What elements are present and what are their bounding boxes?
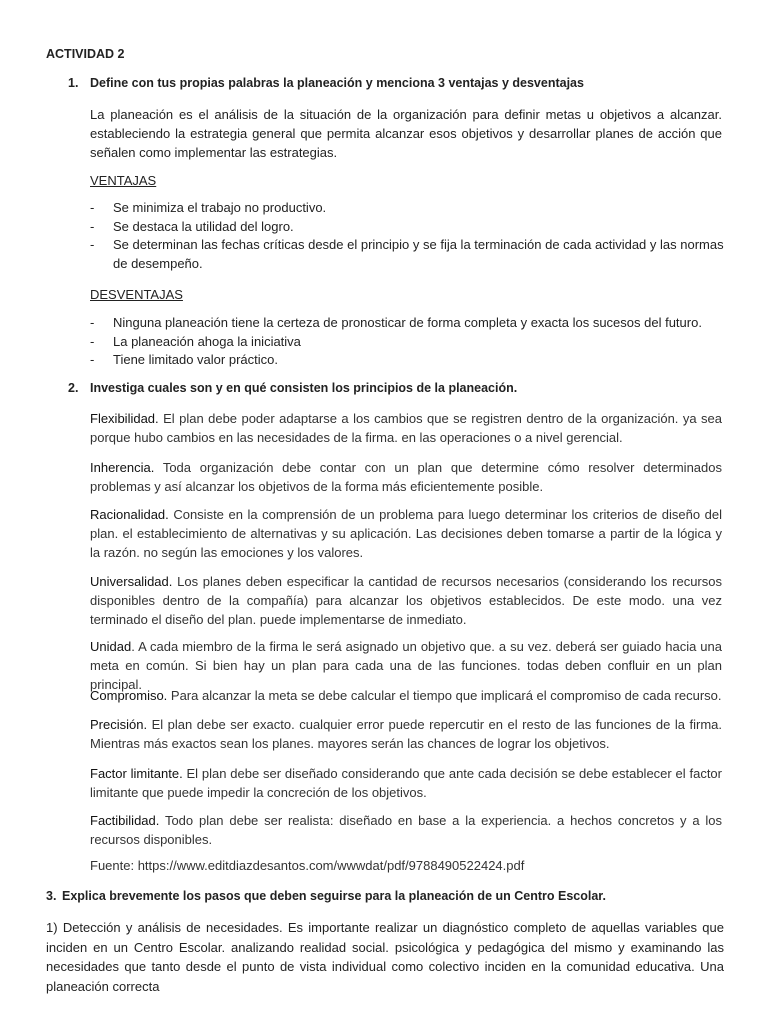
principle-body: Para alcanzar la meta se debe calcular el tiempo que implicará el compromiso de cada recurso. <box>167 688 722 703</box>
desventajas-list <box>90 314 726 370</box>
principle-precision <box>90 715 722 753</box>
question-1-number: 1. <box>68 76 79 90</box>
principle-flexibilidad <box>90 409 722 447</box>
list-item: - Se destaca la utilidad del logro. <box>90 218 294 234</box>
principle-factor-limitante <box>90 764 722 802</box>
document-title: ACTIVIDAD 2 <box>46 47 125 61</box>
ventajas-list <box>90 199 726 273</box>
question-3-number: 3. <box>46 889 57 903</box>
list-item: - Tiene limitado valor práctico. <box>90 352 278 367</box>
list-item: - Se determinan las fechas críticas desde el principio y se fija la terminación de cada actividad y las normas de desempeño. <box>90 237 724 271</box>
question-2-text: Investiga cuales son y en qué consisten los principios de la planeación. <box>90 381 518 395</box>
step-1-body: Es importante realizar un diagnóstico completo de aquellas variables que inciden en un Centro Escolar. analizando realidad social. psicológica y pedagógica del mismo y examinando las necesidades que tanto desde el punto de vista individual como colectivo inciden en la comunidad educativa. Una planeación correcta <box>46 920 724 994</box>
question-3-text: Explica brevemente los pasos que deben seguirse para la planeación de un Centro Escolar. <box>62 889 606 903</box>
question-2 <box>68 381 517 395</box>
principle-term: Inherencia. <box>90 460 155 475</box>
principle-term: Factibilidad. <box>90 813 160 828</box>
question-2-number: 2. <box>68 381 79 395</box>
principle-term: Compromiso. <box>90 688 168 703</box>
question-1 <box>68 76 584 90</box>
list-item: - La planeación ahoga la iniciativa <box>90 333 301 349</box>
question-1-text: Define con tus propias palabras la planeación y menciona 3 ventajas y desventajas <box>90 76 584 90</box>
principle-term: Universalidad. <box>90 574 173 589</box>
desventajas-heading: DESVENTAJAS <box>90 287 183 302</box>
principle-body: El plan debe ser diseñado considerando que ante cada decisión se debe establecer el factor limitante que puede impedir la concreción de los objetivos. <box>90 766 722 800</box>
principle-factibilidad <box>90 811 722 849</box>
principle-body: Los planes deben especificar la cantidad de recursos necesarios (considerando los recursos disponibles dentro de la compañía) para alcanzar los objetivos establecidos. De este modo. una vez terminado el diseño del plan. puede implementarse de inmediato. <box>90 574 722 627</box>
principle-racionalidad <box>90 505 722 562</box>
step-1-paragraph <box>46 918 724 996</box>
principle-body: El plan debe poder adaptarse a los cambios que se registren dentro de la organización. ya sea porque hubo cambios en las necesidades de la firma. en las operaciones o a nivel gerencial. <box>90 411 722 445</box>
principle-term: Factor limitante. <box>90 766 183 781</box>
principle-body: . A cada miembro de la firma le será asignado un objetivo que. a su vez. deberá ser guiado hacia una meta en común. Si bien hay un plan para cada una de las funciones. todas deben confluir en un plan principal. <box>90 639 722 692</box>
principle-body: Consiste en la comprensión de un problema para luego determinar los criterios de diseño del plan. el establecimiento de alternativas y su aplicación. Las decisiones deben tomarse a partir de la lógica y la razón. no según las emociones y los valores. <box>90 507 722 560</box>
question-1-answer: La planeación es el análisis de la situación de la organización para definir metas u objetivos a alcanzar. estableciendo la estrategia general que permita alcanzar esos objetivos y desarrollar planes de acción que señalen como implementar las estrategias. <box>90 107 722 160</box>
principle-compromiso <box>90 686 722 705</box>
principle-body: Todo plan debe ser realista: diseñado en base a la experiencia. a hechos concretos y a los recursos disponibles. <box>90 813 722 847</box>
principle-term: Racionalidad. <box>90 507 169 522</box>
principle-inherencia <box>90 458 722 496</box>
ventajas-heading: VENTAJAS <box>90 173 157 188</box>
list-item: - Ninguna planeación tiene la certeza de pronosticar de forma completa y exacta los sucesos del futuro. <box>90 315 702 330</box>
principle-body: Toda organización debe contar con un plan que determine cómo resolver determinados problemas y así alcanzar los objetivos de la forma más eficientemente posible. <box>90 460 722 494</box>
step-1-term: 1) Detección y análisis de necesidades. <box>46 920 283 935</box>
principle-term: Unidad <box>90 639 132 654</box>
principle-term: Flexibilidad. <box>90 411 159 426</box>
list-item: - Se minimiza el trabajo no productivo. <box>90 200 327 215</box>
principle-body: El plan debe ser exacto. cualquier error puede repercutir en el resto de las funciones de la firma. Mientras más exactos sean los planes. mayores serán las chances de lograr los objetivos. <box>90 717 722 751</box>
principle-universalidad <box>90 572 722 629</box>
principle-term: Precisión. <box>90 717 148 732</box>
source-link[interactable]: Fuente: https://www.editdiazdesantos.com/wwwdat/pdf/9788490522424.pdf <box>90 858 525 873</box>
question-3 <box>46 889 606 903</box>
